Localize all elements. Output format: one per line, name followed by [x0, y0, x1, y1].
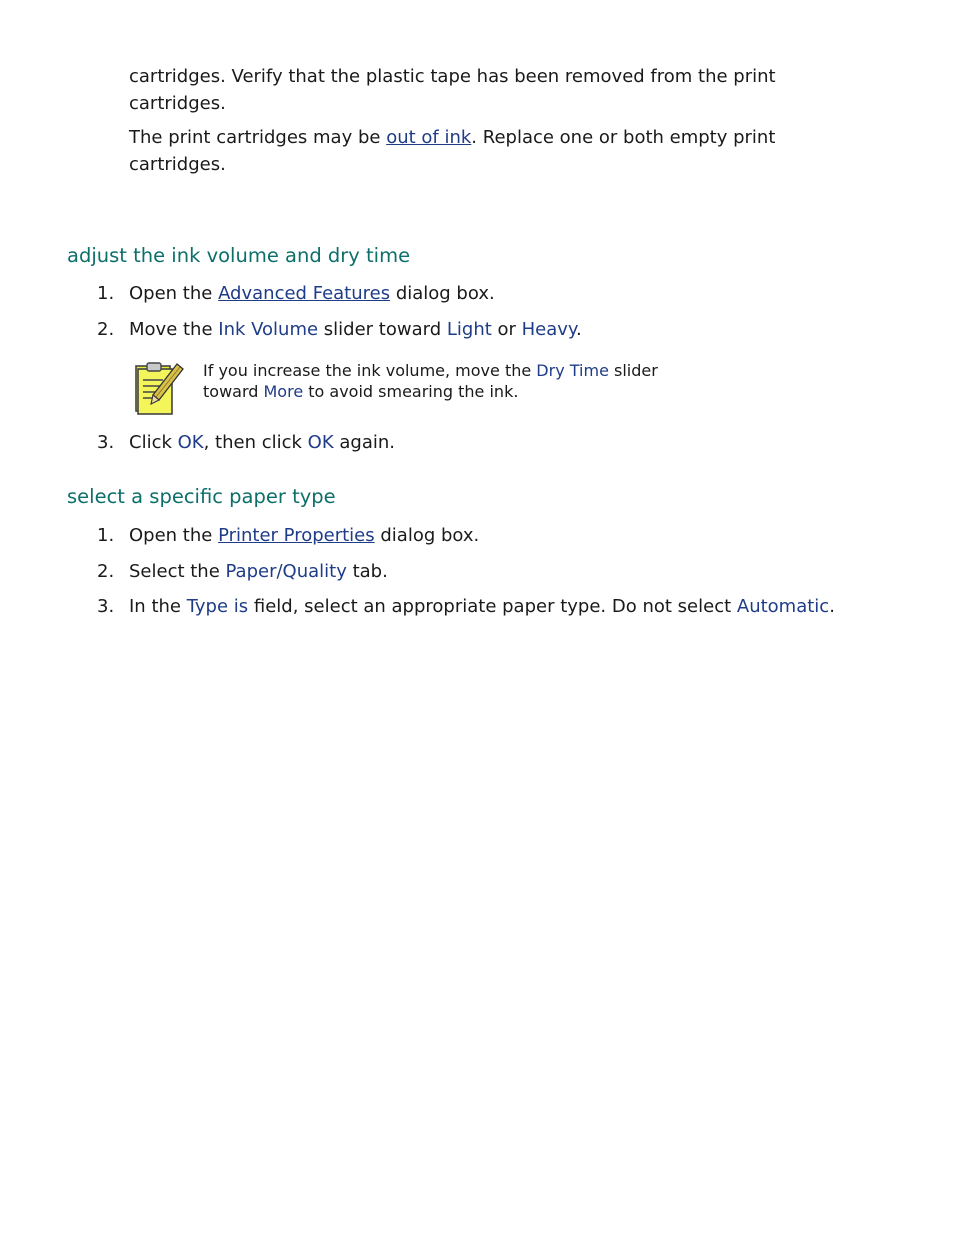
section-heading-paper-type: select a specific paper type: [67, 485, 336, 508]
step-text: In the: [129, 596, 187, 617]
list-item: [97, 560, 388, 584]
step-text: Select the: [129, 561, 226, 582]
step-text: dialog box.: [374, 525, 480, 546]
list-item: [97, 318, 582, 342]
step-text: Open the: [129, 525, 219, 546]
note-text-span: toward: [203, 382, 264, 401]
automatic-term: Automatic: [736, 596, 830, 617]
ok-term: OK: [177, 432, 204, 453]
step-number: 2.: [97, 319, 115, 340]
advanced-features-link[interactable]: Advanced Features: [218, 283, 391, 304]
step-text: Move the: [129, 319, 219, 340]
step-text: or: [491, 319, 522, 340]
step-text: .: [576, 319, 582, 340]
step-text: .: [829, 596, 835, 617]
type-is-term: Type is: [186, 596, 249, 617]
note-box: [133, 360, 733, 416]
heavy-term: Heavy: [521, 319, 577, 340]
dry-time-term: Dry Time: [536, 361, 609, 380]
more-term: More: [263, 382, 304, 401]
ink-volume-term: Ink Volume: [218, 319, 319, 340]
step-number: 3.: [97, 596, 115, 617]
notepad-pencil-icon: [133, 360, 187, 416]
step-text: Click: [129, 432, 178, 453]
printer-properties-link[interactable]: Printer Properties: [218, 525, 375, 546]
note-text-span: to avoid smearing the ink.: [303, 382, 519, 401]
note-text: [203, 360, 743, 402]
ok-term: OK: [307, 432, 334, 453]
section-heading-ink-volume: adjust the ink volume and dry time: [67, 244, 411, 267]
intro-paragraph-1: cartridges. Verify that the plastic tape has been removed from the print cartridges.: [129, 66, 776, 114]
list-item: [97, 524, 479, 548]
step-number: 3.: [97, 432, 115, 453]
note-line-1: [203, 360, 743, 381]
step-text: slider toward: [318, 319, 447, 340]
step-number: 1.: [97, 525, 115, 546]
list-item: [97, 282, 495, 306]
note-text-span: If you increase the ink volume, move the: [203, 361, 537, 380]
step-text: , then click: [203, 432, 308, 453]
out-of-ink-link[interactable]: out of ink: [386, 127, 472, 148]
intro-p2-text-after: . Replace one or both empty print cartridges.: [129, 127, 776, 175]
note-text-span: slider: [608, 361, 658, 380]
step-text: tab.: [346, 561, 388, 582]
step-number: 2.: [97, 561, 115, 582]
paper-quality-term: Paper/Quality: [225, 561, 347, 582]
step-text: Open the: [129, 283, 219, 304]
light-term: Light: [446, 319, 492, 340]
intro-p2-text-before: The print cartridges may be: [129, 127, 387, 148]
note-line-2: [203, 381, 743, 402]
step-number: 1.: [97, 283, 115, 304]
step-text: dialog box.: [390, 283, 495, 304]
step-text: field, select an appropriate paper type. Do not select: [248, 596, 737, 617]
list-item: [97, 595, 835, 619]
list-item: [97, 431, 395, 455]
step-text: again.: [333, 432, 395, 453]
intro-paragraph-2: [129, 125, 849, 178]
